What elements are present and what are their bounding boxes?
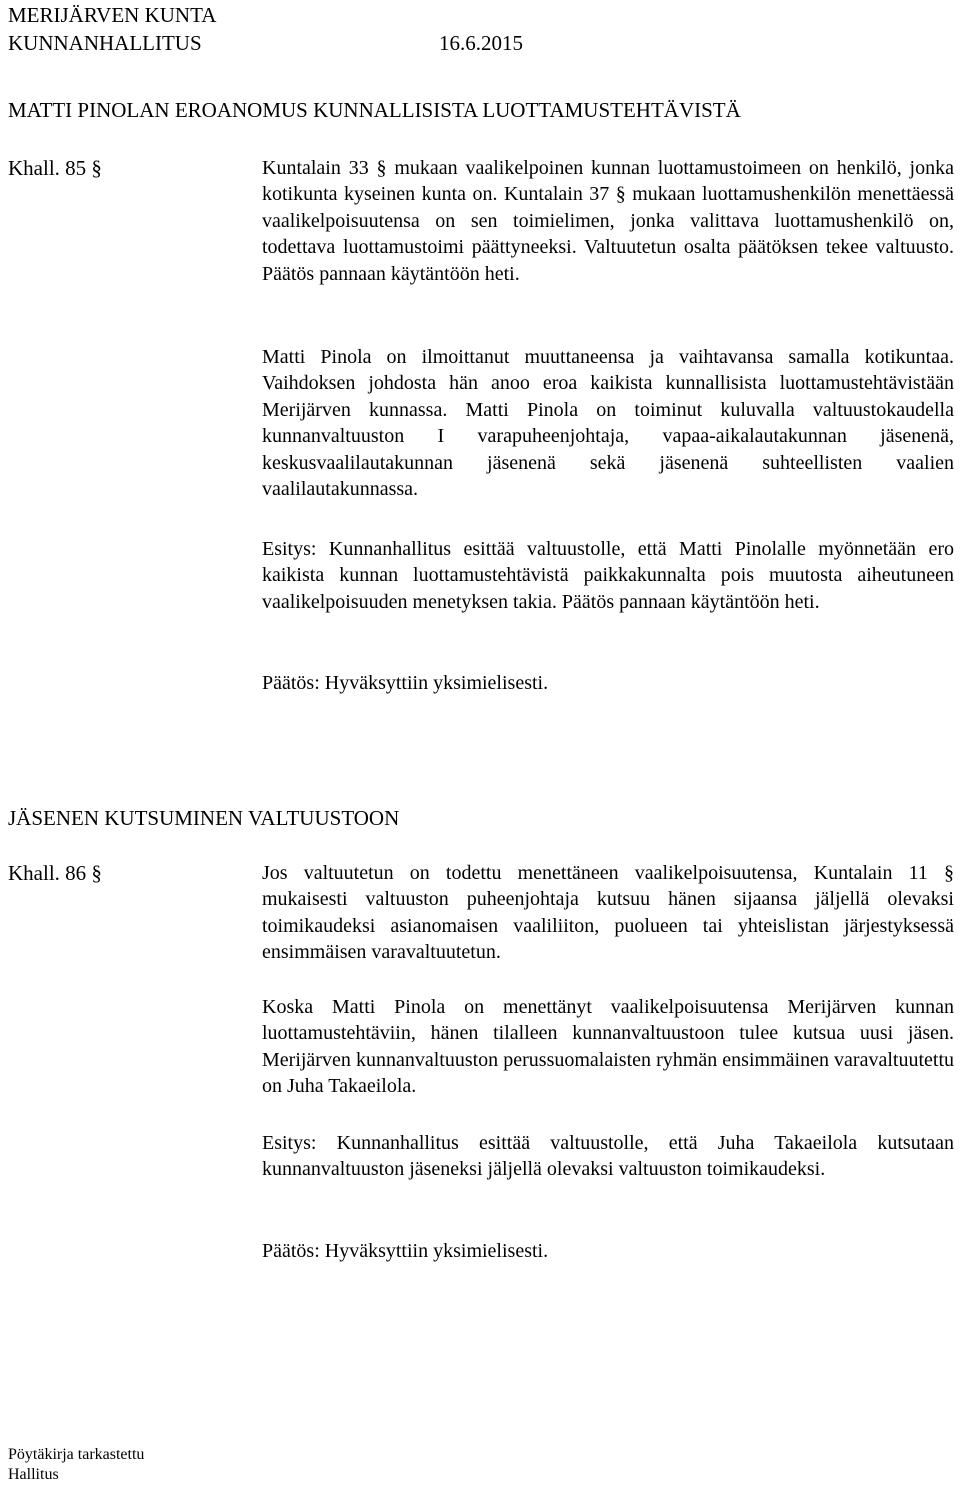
section-title: MATTI PINOLAN EROANOMUS KUNNALLISISTA LUOTTAMUSTEHTÄVISTÄ <box>8 98 741 122</box>
decision-paragraph <box>262 670 954 696</box>
decision-label: Päätös <box>262 672 315 694</box>
municipality-name: MERIJÄRVEN KUNTA <box>8 3 217 27</box>
proposal-label: Esitys <box>262 538 311 560</box>
proposal-paragraph <box>262 536 954 615</box>
decision-label: Päätös <box>262 1240 315 1262</box>
meeting-body: KUNNANHALLITUS <box>8 31 202 55</box>
body-paragraph: Koska Matti Pinola on menettänyt vaalikelpoisuutensa Merijärven kunnan luottamustehtäviin, hänen tilalleen kunnanvaltuustoon tulee kutsua uusi jäsen. Merijärven kunnanvaltuuston perussuomalaisten ryhmän ensimmäinen varavaltuutettu on Juha Takaeilola. <box>262 996 954 1098</box>
meeting-header <box>8 30 523 56</box>
proposal-text: : Kunnanhallitus esittää valtuustolle, että Matti Pinolalle myönnetään ero kaikista kunnan luottamustehtävistä paikkakunnalta pois muutosta aiheutuneen vaalikelpoisuuden menetyksen takia. Päätös pannaan käytäntöön heti. <box>262 538 954 613</box>
footer-board-label: Hallitus <box>8 1466 59 1483</box>
body-paragraph: Kuntalain 33 § mukaan vaalikelpoinen kunnan luottamustoimeen on henkilö, jonka kotikunta kyseinen kunta on. Kuntalain 37 § mukaan luottamushenkilön menettäessä vaalikelpoisuutensa on sen toimielimen, jonka valittava luottamushenkilö on, todettava luottamustoimi päättyneeksi. Valtuutetun osalta päätöksen tekee valtuusto. Päätös pannaan käytäntöön heti. <box>262 157 954 285</box>
section-title: JÄSENEN KUTSUMINEN VALTUUSTOON <box>8 806 400 830</box>
body-paragraph: Matti Pinola on ilmoittanut muuttaneensa ja vaihtavansa samalla kotikuntaa. Vaihdoksen johdosta hän anoo eroa kaikista kunnallisista luottamustehtävistään Merijärven kunnassa. Matti Pinola on toiminut kuluvalla valtuustokaudella kunnanvaltuuston I varapuheenjohtaja, vapaa-aikalautakunnan jäsenenä, keskusvaalilautakunnan jäsenenä sekä jäsenenä suhteellisten vaalien vaalilautakunnassa. <box>262 346 954 501</box>
section-reference: Khall. 85 § <box>8 156 102 180</box>
proposal-text: : Kunnanhallitus esittää valtuustolle, että Juha Takaeilola kutsutaan kunnanvaltuuston jäseneksi jäljellä olevaksi valtuuston toimikaudeksi. <box>262 1132 954 1181</box>
decision-text: : Hyväksyttiin yksimielisesti. <box>314 1240 549 1262</box>
decision-text: : Hyväksyttiin yksimielisesti. <box>314 672 549 694</box>
proposal-paragraph <box>262 1130 954 1183</box>
decision-paragraph <box>262 1238 954 1264</box>
body-paragraph: Jos valtuutetun on todettu menettäneen vaalikelpoisuutensa, Kuntalain 11 § mukaisesti valtuuston puheenjohtaja kutsuu hänen sijaansa jäljellä olevaksi toimikaudeksi asianomaisen vaaliliiton, puolueen tai yhteislistan järjestyksessä ensimmäisen varavaltuutetun. <box>262 862 954 964</box>
footer-reviewed-label: Pöytäkirja tarkastettu <box>8 1446 145 1463</box>
section-reference: Khall. 86 § <box>8 861 102 885</box>
meeting-date: 16.6.2015 <box>439 31 523 55</box>
proposal-label: Esitys <box>262 1132 311 1154</box>
